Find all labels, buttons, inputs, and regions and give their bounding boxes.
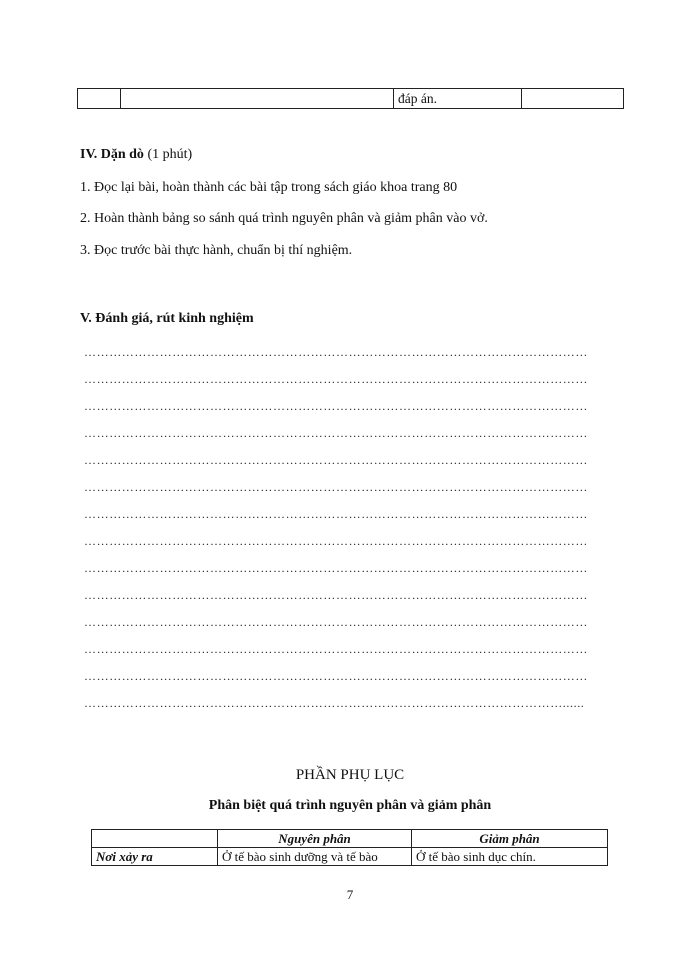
- table-cell: đáp án.: [394, 89, 522, 109]
- list-item: 2. Hoàn thành bảng so sánh quá trình nguyên phân và giảm phân vào vở.: [80, 211, 488, 226]
- dotted-line: …………………………………………………………………………………………………………: [84, 480, 588, 494]
- dotted-line-last: ……………………………………………………………………………………………………......: [84, 696, 585, 710]
- table-row: [78, 89, 624, 109]
- table-header-cell: Nguyên phân: [218, 830, 412, 848]
- dotted-line: …………………………………………………………………………………………………………: [84, 669, 588, 683]
- section-iv-heading: [80, 146, 192, 164]
- list-item: 1. Đọc lại bài, hoàn thành các bài tập trong sách giáo khoa trang 80: [80, 180, 458, 195]
- table-cell: [522, 89, 624, 109]
- table-row: [92, 848, 608, 866]
- comparison-table: [91, 829, 608, 866]
- dotted-line: …………………………………………………………………………………………………………: [84, 426, 588, 440]
- dotted-line: …………………………………………………………………………………………………………: [84, 399, 588, 413]
- table-row-label: Nơi xảy ra: [92, 848, 218, 866]
- section-iv-duration: (1 phút): [147, 147, 193, 162]
- dotted-line: …………………………………………………………………………………………………………: [84, 507, 588, 521]
- table-header-cell: Giảm phân: [412, 830, 608, 848]
- table-header-row: [92, 830, 608, 848]
- dotted-line: …………………………………………………………………………………………………………: [84, 561, 588, 575]
- table-cell: [78, 89, 121, 109]
- dotted-line: …………………………………………………………………………………………………………: [84, 642, 588, 656]
- dotted-line: …………………………………………………………………………………………………………: [84, 534, 588, 548]
- table-header-cell: [92, 830, 218, 848]
- table-cell: Ở tế bào sinh dưỡng và tế bào: [218, 848, 412, 866]
- section-iv-title: IV. Dặn dò: [80, 147, 144, 162]
- dotted-line: …………………………………………………………………………………………………………: [84, 453, 588, 467]
- appendix-title: PHẦN PHỤ LỤC: [295, 767, 405, 783]
- appendix-subtitle: Phân biệt quá trình nguyên phân và giảm phân: [208, 798, 492, 813]
- list-item: 3. Đọc trước bài thực hành, chuẩn bị thí nghiệm.: [80, 243, 353, 258]
- dotted-line: …………………………………………………………………………………………………………: [84, 345, 588, 359]
- page-number: 7: [346, 887, 354, 902]
- dotted-line: …………………………………………………………………………………………………………: [84, 588, 588, 602]
- dotted-line: …………………………………………………………………………………………………………: [84, 615, 588, 629]
- table-cell: Ở tế bào sinh dục chín.: [412, 848, 608, 866]
- top-table-fragment: [77, 88, 624, 109]
- table-cell: [121, 89, 394, 109]
- dotted-line: …………………………………………………………………………………………………………: [84, 372, 588, 386]
- section-v-heading: V. Đánh giá, rút kinh nghiệm: [80, 311, 254, 326]
